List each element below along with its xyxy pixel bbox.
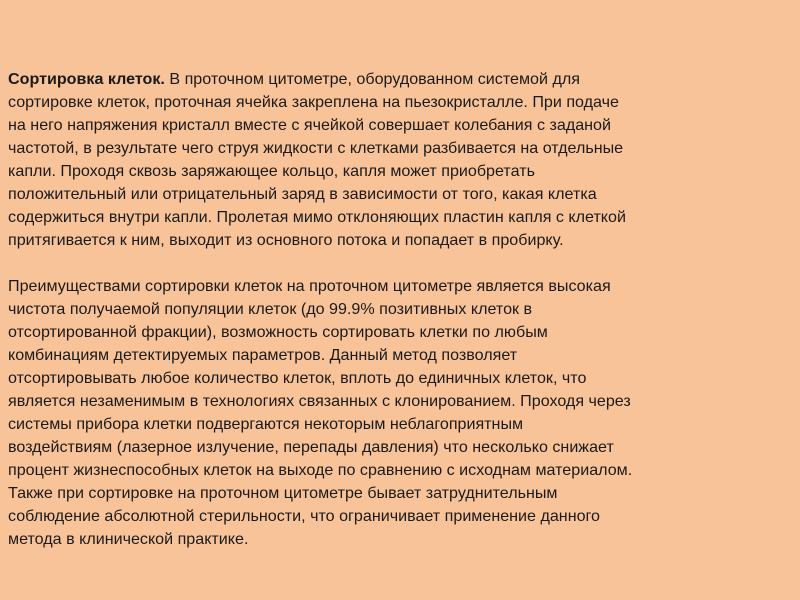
paragraph-advantages: Преимуществами сортировки клеток на проточном цитометре является высокая чистота получаемой популяции клеток (до 99.9% позитивных клеток в отсортированной фракции), возможность сортировать клетки по любым комбинациям детектируемых параметров. Данный метод позволяет отсортировывать любое количество клеток, вплоть до единичных клеток, что является незаменимым в технологиях связанных с клонированием. Проходя через системы прибора клетки подвергаются некоторым неблагоприятным воздействиям (лазерное излучение, перепады давления) что несколько снижает процент жизнеспособных клеток на выходе по сравнению с исходнам материалом. Также при сортировке на проточном цитометре бывает затруднительным соблюдение абсолютной стерильности, что ограничивает применение данного метода в клинической практике. bbox=[8, 277, 633, 548]
paragraph-heading: Сортировка клеток. bbox=[8, 70, 165, 88]
paragraph-cell-sorting bbox=[8, 68, 794, 252]
paragraph-text: В проточном цитометре, оборудованном системой для сортировке клеток, проточная ячейка закреплена на пьезокристалле. При подаче на него напряжения кристалл вместе с ячейкой совершает колебания с заданой частотой, в результате чего струя жидкости с клетками разбивается на отдельные капли. Проходя сквозь заряжающее кольцо, капля может приобретать положительный или отрицательный заряд в зависимости от того, какая клетка содержиться внутри капли. Пролетая мимо отклоняющих пластин капля с клеткой притягивается к ним, выходит из основного потока и попадает в пробирку. bbox=[8, 70, 626, 249]
slide-body bbox=[8, 68, 794, 551]
